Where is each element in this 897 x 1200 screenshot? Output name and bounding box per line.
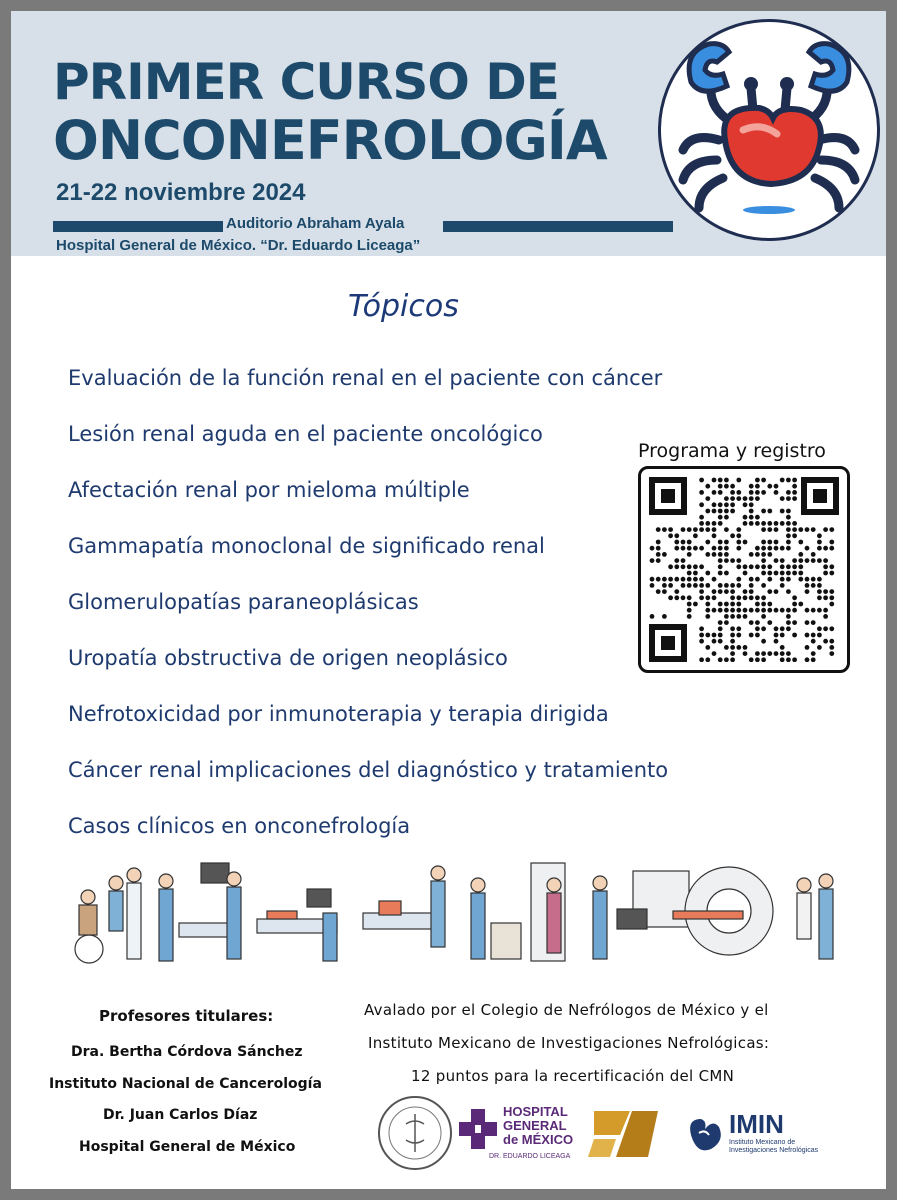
hgm-logo (459, 1103, 584, 1165)
topic-item: Gammapatía monoclonal de significado renal (68, 534, 545, 558)
poster-inner (11, 11, 886, 1189)
hgm-line1: HOSPITAL (503, 1104, 568, 1119)
professor-line: Hospital General de México (79, 1139, 296, 1155)
professor-line: Dra. Bertha Córdova Sánchez (71, 1044, 303, 1060)
gold-emblem-icon (586, 1101, 666, 1167)
endorsement-line: 12 puntos para la recertificación del CMN (411, 1067, 735, 1085)
topic-item: Afectación renal por mieloma múltiple (68, 478, 470, 502)
endorsement-line: Avalado por el Colegio de Nefrólogos de México y el (364, 1001, 769, 1019)
hgm-line2: GENERAL (503, 1118, 567, 1133)
professors-title: Profesores titulares: (99, 1007, 274, 1025)
header-band (11, 11, 886, 256)
hgm-line3: de MÉXICO (503, 1132, 574, 1147)
imin-sub1: Instituto Mexicano de (729, 1139, 796, 1146)
topic-item: Nefrotoxicidad por inmunoterapia y terapia dirigida (68, 702, 609, 726)
imin-kidney-icon (683, 1113, 725, 1155)
topic-item: Casos clínicos en onconefrología (68, 814, 411, 838)
qr-code[interactable] (638, 466, 850, 673)
topic-item: Cáncer renal implicaciones del diagnóstico y tratamiento (68, 758, 669, 782)
hospital-text: Hospital General de México. “Dr. Eduardo Liceaga” (56, 237, 421, 254)
unam-seal-icon (376, 1094, 454, 1172)
divider-bar-right (443, 221, 673, 232)
topic-item: Glomerulopatías paraneoplásicas (68, 590, 419, 614)
endorsement-line: Instituto Mexicano de Investigaciones Nefrológicas: (368, 1034, 770, 1052)
topic-item: Evaluación de la función renal en el paciente con cáncer (68, 366, 663, 390)
hgm-cross-icon (459, 1109, 497, 1149)
divider-bar-left (53, 221, 223, 232)
registration-label: Programa y registro (638, 440, 826, 462)
course-date: 21-22 noviembre 2024 (56, 179, 306, 206)
course-title-line2: ONCONEFROLOGÍA (53, 109, 607, 172)
qr-code-icon (649, 477, 839, 662)
topic-item: Lesión renal aguda en el paciente oncológico (68, 422, 543, 446)
crab-kidney-logo (658, 19, 880, 241)
hgm-subtitle: DR. EDUARDO LICEAGA (489, 1153, 571, 1160)
imin-sub2: Investigaciones Nefrológicas (729, 1147, 819, 1154)
professor-line: Instituto Nacional de Cancerología (49, 1076, 322, 1092)
course-title-line1: PRIMER CURSO DE (53, 53, 559, 111)
medical-staff-illustration (61, 853, 851, 969)
crab-kidney-icon (661, 22, 877, 238)
topic-item: Uropatía obstructiva de origen neoplásico (68, 646, 508, 670)
professor-line: Dr. Juan Carlos Díaz (103, 1107, 258, 1123)
imin-logo (683, 1109, 823, 1161)
venue-text: Auditorio Abraham Ayala (226, 215, 405, 232)
topics-heading: Tópicos (348, 289, 459, 324)
imin-name: IMIN (729, 1109, 784, 1139)
